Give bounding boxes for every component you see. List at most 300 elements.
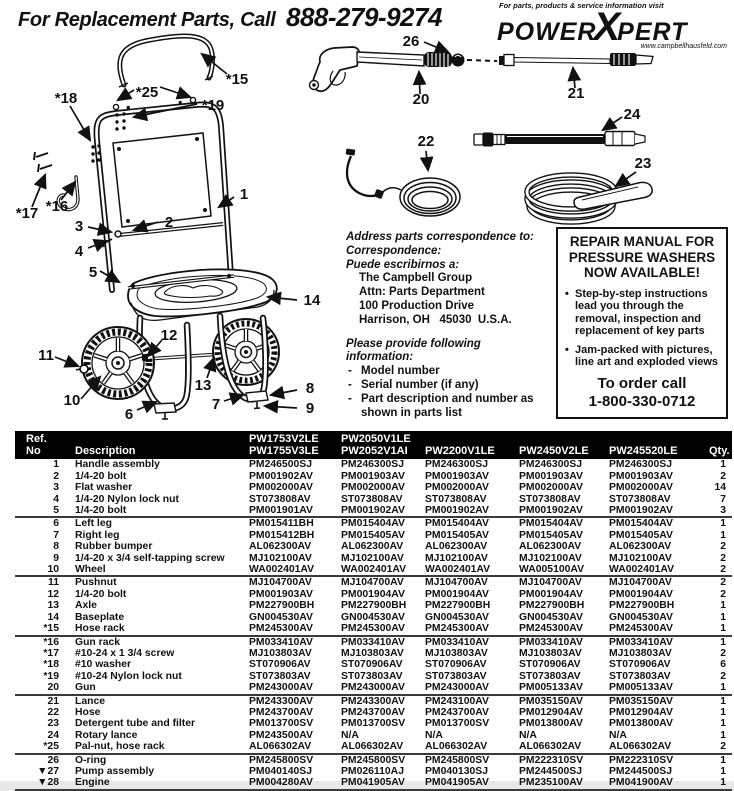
provide-item	[346, 365, 538, 379]
part-number: ST070906AV	[519, 659, 581, 671]
part-number: ST073803AV	[609, 670, 671, 682]
table-row	[15, 505, 732, 517]
part-number: PM243000AV	[341, 682, 405, 694]
part-number: GN004530AV	[249, 611, 313, 623]
table-row	[15, 777, 732, 789]
description: #10-24 Nylon lock nut	[75, 670, 182, 682]
logo-brand-power: POWER	[497, 18, 597, 46]
table-row	[15, 636, 732, 648]
description: Flat washer	[75, 482, 133, 494]
description: 1/4-20 x 3/4 self-tapping screw	[75, 552, 225, 564]
description: Pump assembly	[75, 765, 155, 777]
table-row	[15, 517, 732, 529]
callout-24: 24	[623, 106, 641, 123]
part-number: PM013800AV	[519, 718, 583, 730]
part-number: ST073803AV	[425, 670, 487, 682]
part-number: AL066302AV	[249, 741, 312, 753]
part-number: PM243300AV	[249, 695, 341, 707]
qty: 1	[720, 729, 726, 741]
ref-no: *19	[43, 670, 59, 682]
part-number: PM040140SJ	[249, 765, 312, 777]
description: Wheel	[75, 564, 106, 576]
part-number: PM243700AV	[341, 706, 405, 718]
part-number: PM015411BH	[249, 517, 341, 529]
part-number: PM001902AV	[609, 505, 673, 517]
callout-21: 21	[567, 85, 585, 102]
description: Left leg	[75, 517, 249, 529]
part-number: PM243300AV	[341, 695, 425, 707]
part-number: PM005133AV	[519, 682, 583, 694]
part-number: PM040130SJ	[425, 765, 488, 777]
order-call-phone: 1-800-330-0712	[588, 393, 696, 411]
description: Hose rack	[75, 623, 125, 635]
part-number: ST070906AV	[249, 659, 311, 671]
part-number: PM041905AV	[425, 777, 489, 789]
callout-1: 1	[239, 186, 249, 203]
table-row	[15, 541, 732, 552]
part-number: AL062300AV	[249, 541, 312, 553]
part-number: ST073808AV	[249, 493, 311, 505]
ref-no: *15	[43, 623, 59, 635]
part-number: PM013700SV	[341, 718, 406, 730]
table-row	[15, 648, 732, 659]
qty: 1	[720, 682, 726, 694]
part-number: PM001904AV	[519, 588, 583, 600]
part-number: ST073803AV	[341, 670, 403, 682]
callout-4: 4	[74, 243, 84, 260]
ref-no: 12	[47, 588, 59, 600]
description: Lance	[75, 695, 249, 707]
qty: 1	[720, 718, 726, 730]
part-number: MJ103803AV	[425, 647, 488, 659]
table-row	[15, 707, 732, 718]
ref-no: 5	[53, 505, 59, 517]
callout-16: *16	[45, 198, 69, 215]
part-number: PM015404AV	[425, 517, 519, 529]
rotary-lance-illustration	[474, 132, 645, 147]
description: Baseplate	[75, 611, 125, 623]
description: #10 washer	[75, 659, 132, 671]
qty: 1	[720, 529, 726, 541]
part-number: MJ102100AV	[341, 552, 404, 564]
callout-5: 5	[88, 264, 98, 281]
callout-12: 12	[160, 327, 178, 344]
part-number: MJ102100AV	[425, 552, 488, 564]
callout-20: 20	[412, 91, 430, 108]
part-number: PM001903AV	[341, 470, 405, 482]
part-number: PM246300SJ	[519, 459, 582, 471]
table-row	[15, 564, 732, 576]
part-number: PM033410AV	[609, 636, 709, 648]
part-number: WA002401AV	[425, 564, 491, 576]
provide-heading: Please provide following information:	[346, 337, 481, 364]
part-number: PM001904AV	[609, 588, 673, 600]
header-description: Description	[75, 431, 249, 459]
part-number: PM243000AV	[425, 682, 489, 694]
part-number: MJ103803AV	[249, 647, 312, 659]
table-row	[15, 754, 732, 766]
description: Rotary lance	[75, 729, 138, 741]
ref-no: *18	[43, 659, 59, 671]
part-number: PM035150AV	[519, 695, 609, 707]
qty: 1	[720, 623, 726, 635]
part-number: PM245800SV	[341, 754, 425, 766]
table-row	[15, 459, 732, 470]
part-number: MJ103803AV	[609, 647, 672, 659]
callout-18: *18	[54, 90, 78, 107]
part-number: WA002401AV	[249, 564, 315, 576]
ref-no: 4	[53, 493, 59, 505]
address-intro-es: Puede escribirnos a:	[346, 258, 460, 271]
baseplate-illustration	[128, 269, 277, 320]
qty: 1	[720, 706, 726, 718]
part-number: ST073808AV	[609, 493, 671, 505]
order-call-text: To order call	[597, 375, 687, 393]
ref-no: 6	[15, 517, 75, 529]
ref-no: 23	[47, 718, 59, 730]
bullet-item	[565, 344, 719, 369]
qty: 1	[720, 600, 726, 612]
ref-no: 24	[47, 729, 59, 741]
callout-17: *17	[15, 205, 39, 222]
part-number: PM246300SJ	[341, 459, 404, 471]
part-number: PM001903AV	[519, 470, 583, 482]
part-number: PM013800AV	[609, 718, 673, 730]
lance-illustration	[499, 53, 653, 66]
part-number: PM243700AV	[425, 706, 489, 718]
table-row	[15, 471, 732, 482]
part-number: PM002000AV	[249, 482, 313, 494]
part-number: MJ102100AV	[519, 552, 582, 564]
table-row	[15, 718, 732, 729]
qty: 1	[709, 695, 732, 707]
qty: 1	[709, 517, 732, 529]
part-number: PM222310SV	[609, 754, 709, 766]
table-row	[15, 682, 732, 694]
part-number: PM245300AV	[609, 623, 673, 635]
part-number: PM001902AV	[249, 470, 313, 482]
description: #10-24 x 1 3/4 screw	[75, 647, 175, 659]
description: 1/4-20 bolt	[75, 470, 127, 482]
part-number: ST073808AV	[519, 493, 581, 505]
part-number: GN004530AV	[341, 611, 405, 623]
callout-15: *15	[225, 71, 249, 88]
header-model-5: PW245520LE	[609, 431, 709, 459]
part-number: PM227900BH	[519, 600, 585, 612]
logo-brand-x: X	[593, 5, 621, 49]
description: Handle assembly	[75, 459, 160, 471]
ref-no: 9	[53, 552, 59, 564]
part-number: ST073808AV	[341, 493, 403, 505]
part-number: PM015412BH	[249, 529, 315, 541]
ref-no: 21	[15, 695, 75, 707]
part-number: AL066302AV	[425, 741, 488, 753]
part-number: AL062300AV	[425, 541, 488, 553]
description: Gun rack	[75, 636, 249, 648]
part-number: AL066302AV	[609, 741, 672, 753]
part-number: PM026110AJ	[341, 765, 404, 777]
part-number: PM004280AV	[249, 777, 313, 789]
part-number: PM015405AV	[341, 529, 405, 541]
part-number: PM001904AV	[425, 588, 489, 600]
ref-no: ▼27	[37, 765, 59, 777]
part-number: PM246500SJ	[249, 459, 312, 471]
qty: 1	[720, 777, 726, 789]
hose-illustration	[527, 175, 652, 222]
table-row	[15, 671, 732, 682]
ref-no: 8	[53, 541, 59, 553]
part-number: PM015405AV	[425, 529, 489, 541]
part-number: GN004530AV	[609, 611, 673, 623]
callout-13: 13	[194, 377, 212, 394]
part-number: PM015404AV	[341, 517, 425, 529]
parts-table-header	[15, 431, 732, 459]
part-number: PM033410AV	[425, 636, 519, 648]
part-number: PM015404AV	[519, 517, 609, 529]
part-number: PM222310SV	[519, 754, 609, 766]
bullet-text: Jam-packed with pictures, line art and exploded views	[575, 343, 719, 369]
table-row	[15, 530, 732, 541]
bullet-marker: •	[565, 287, 569, 300]
description: Hose	[75, 706, 101, 718]
description: 1/4-20 bolt	[75, 588, 127, 600]
callout-2: 2	[164, 214, 174, 231]
part-number: PM244500SJ	[609, 765, 672, 777]
qty: 2	[720, 670, 726, 682]
part-number: PM001903AV	[425, 470, 489, 482]
part-number: PM002000AV	[341, 482, 405, 494]
callout-3: 3	[74, 218, 84, 235]
part-number: PM041905AV	[341, 777, 405, 789]
header-qty: Qty.	[709, 431, 732, 459]
provide-item-text: Serial number (if any)	[361, 378, 479, 391]
part-number: PM015405AV	[519, 529, 583, 541]
part-number: AL062300AV	[609, 541, 672, 553]
address-intro-en: Address parts correspondence to:	[346, 231, 534, 243]
pushnut-on-axle	[142, 354, 148, 361]
qty: 2	[720, 588, 726, 600]
part-number: AL066302AV	[519, 741, 582, 753]
part-number: PM245300AV	[249, 623, 313, 635]
part-number: PM001902AV	[425, 505, 489, 517]
description: Pal-nut, hose rack	[75, 741, 165, 753]
part-number: N/A	[425, 729, 443, 741]
table-row	[15, 623, 732, 635]
address-street: 100 Production Drive	[359, 299, 475, 312]
part-number: PM012904AV	[519, 706, 583, 718]
ref-no: 1	[53, 459, 59, 471]
part-number: PM013700SV	[425, 718, 490, 730]
part-number: PM001903AV	[609, 470, 673, 482]
ref-no: 10	[47, 564, 59, 576]
header-model-4: PW2450V2LE	[519, 431, 609, 459]
header-model-3: PW2200V1LE	[425, 431, 519, 459]
part-number: PM033410AV	[341, 636, 425, 648]
qty: 1	[709, 754, 732, 766]
header-model-2: PW2050V1LE PW2052V1AI	[341, 431, 425, 459]
logo-brand-pert: PERT	[617, 18, 688, 46]
qty: 1	[720, 765, 726, 777]
part-number: PM245800SV	[249, 754, 341, 766]
part-number: MJ102100AV	[249, 552, 312, 564]
table-row	[15, 576, 732, 588]
ref-no: 2	[53, 470, 59, 482]
description: Detergent tube and filter	[75, 718, 196, 730]
table-row	[15, 766, 732, 777]
qty: 2	[720, 470, 726, 482]
part-number: PM002000AV	[519, 482, 583, 494]
provide-item	[346, 393, 538, 421]
part-number: ST070906AV	[425, 659, 487, 671]
order-call	[565, 375, 719, 411]
ref-no: 7	[53, 529, 59, 541]
part-number: PM001904AV	[341, 588, 405, 600]
table-row	[15, 659, 732, 670]
spray-gun-illustration	[310, 47, 498, 91]
part-number: WA002401AV	[609, 564, 675, 576]
part-number: MJ103803AV	[341, 647, 404, 659]
provide-item-text: Part description and number as shown in parts list	[361, 392, 534, 419]
dash-marker: -	[348, 365, 352, 378]
description: Right leg	[75, 529, 120, 541]
callout-9: 9	[305, 400, 315, 417]
description: Engine	[75, 777, 110, 789]
callout-6: 6	[124, 406, 134, 423]
callout-19: *19	[201, 97, 225, 114]
part-number: WA005100AV	[519, 564, 585, 576]
part-number: PM013700SV	[249, 718, 314, 730]
qty: 2	[720, 541, 726, 553]
part-number: PM001901AV	[249, 505, 313, 517]
part-number: PM002000AV	[425, 482, 489, 494]
ref-no: 3	[53, 482, 59, 494]
callout-14: 14	[303, 292, 321, 309]
part-number: PM243500AV	[249, 729, 313, 741]
ref-no: *16	[15, 636, 75, 648]
repair-box-title: REPAIR MANUAL FOR PRESSURE WASHERS NOW AVAILABLE!	[568, 234, 716, 280]
part-number: PM015405AV	[609, 529, 673, 541]
qty: 7	[720, 493, 726, 505]
bullet-text: Step-by-step instructions lead you through the removal, inspection and replacement of key parts	[575, 287, 708, 338]
part-number: PM245300AV	[341, 623, 405, 635]
ref-no: *25	[43, 741, 59, 753]
ref-no: 22	[47, 706, 59, 718]
table-row	[15, 600, 732, 611]
part-number: GN004530AV	[519, 611, 583, 623]
part-number: ST073803AV	[519, 670, 581, 682]
ref-no: 13	[47, 600, 59, 612]
call-phone-number: 888-279-9274	[286, 2, 442, 32]
part-number: PM243700AV	[249, 706, 313, 718]
part-number: PM001902AV	[519, 505, 583, 517]
ref-no: 11	[15, 576, 75, 588]
part-number: PM246300SJ	[425, 459, 488, 471]
part-number: ST073808AV	[425, 493, 487, 505]
part-number: MJ104700AV	[341, 576, 425, 588]
qty: 1	[720, 459, 726, 471]
qty: 2	[720, 564, 726, 576]
table-row	[15, 589, 732, 600]
part-number: PM005133AV	[609, 682, 673, 694]
repair-box-bullets	[565, 288, 719, 370]
part-number: WA002401AV	[341, 564, 407, 576]
part-number: PM001903AV	[249, 588, 313, 600]
qty: 6	[720, 659, 726, 671]
address-intro-fr: Correspondence:	[346, 244, 442, 257]
qty: 2	[720, 552, 726, 564]
part-number: PM244500SJ	[519, 765, 582, 777]
call-title-text: For Replacement Parts, Call	[18, 9, 276, 31]
parts-table	[15, 431, 732, 791]
part-number: PM245300AV	[519, 623, 583, 635]
callout-11: 11	[38, 347, 54, 364]
callout-10: 10	[63, 392, 81, 409]
part-number: ST070906AV	[609, 659, 671, 671]
part-number: AL062300AV	[341, 541, 404, 553]
part-number: PM035150AV	[609, 695, 709, 707]
part-number: ST073803AV	[249, 670, 311, 682]
part-number: AL066302AV	[341, 741, 404, 753]
address-attn: Attn: Parts Department	[359, 286, 485, 299]
dash-marker: -	[348, 378, 352, 391]
bullet-marker: •	[565, 343, 569, 356]
part-number: PM245300AV	[425, 623, 489, 635]
qty: 3	[720, 505, 726, 517]
header-model-1: PW1753V2LE PW1755V3LE	[249, 431, 341, 459]
callout-8: 8	[305, 380, 315, 397]
callout-25: *25	[135, 84, 159, 101]
address-city: Harrison, OH 45030 U.S.A.	[359, 313, 512, 326]
part-number: ST070906AV	[341, 659, 403, 671]
part-number: PM227900BH	[341, 600, 407, 612]
description: Gun	[75, 682, 96, 694]
ref-no: 14	[47, 611, 59, 623]
part-number: MJ104700AV	[609, 576, 709, 588]
part-number: MJ102100AV	[609, 552, 672, 564]
qty: 14	[714, 482, 726, 494]
part-number: MJ104700AV	[519, 576, 609, 588]
callout-23: 23	[634, 155, 652, 172]
qty: 1	[720, 611, 726, 623]
description: O-ring	[75, 754, 249, 766]
part-number: N/A	[519, 729, 537, 741]
part-number: MJ104700AV	[425, 576, 519, 588]
table-row	[15, 553, 732, 564]
logo-tagline: For parts, products & service information visit	[499, 1, 664, 10]
rack-screws	[34, 152, 52, 172]
header-ref: Ref. No	[15, 431, 75, 459]
part-number: PM235100AV	[519, 777, 583, 789]
ref-no: 26	[15, 754, 75, 766]
part-number: AL062300AV	[519, 541, 582, 553]
dash-marker: -	[348, 392, 352, 405]
callout-26: 26	[402, 33, 420, 50]
qty: 2	[709, 576, 732, 588]
part-number: MJ103803AV	[519, 647, 582, 659]
part-number: PM243000AV	[249, 682, 313, 694]
description: Pushnut	[75, 576, 249, 588]
provide-item	[346, 379, 538, 393]
callout-22: 22	[417, 133, 435, 150]
table-row	[15, 494, 732, 505]
logo-website: www.campbellhausfeld.com	[640, 43, 727, 50]
wheel-left-illustration	[82, 327, 154, 399]
detergent-tube-illustration	[346, 148, 460, 216]
part-number: PM227900BH	[609, 600, 675, 612]
description: 1/4-20 bolt	[75, 505, 127, 517]
part-number: MJ104700AV	[249, 576, 341, 588]
table-row	[15, 695, 732, 707]
